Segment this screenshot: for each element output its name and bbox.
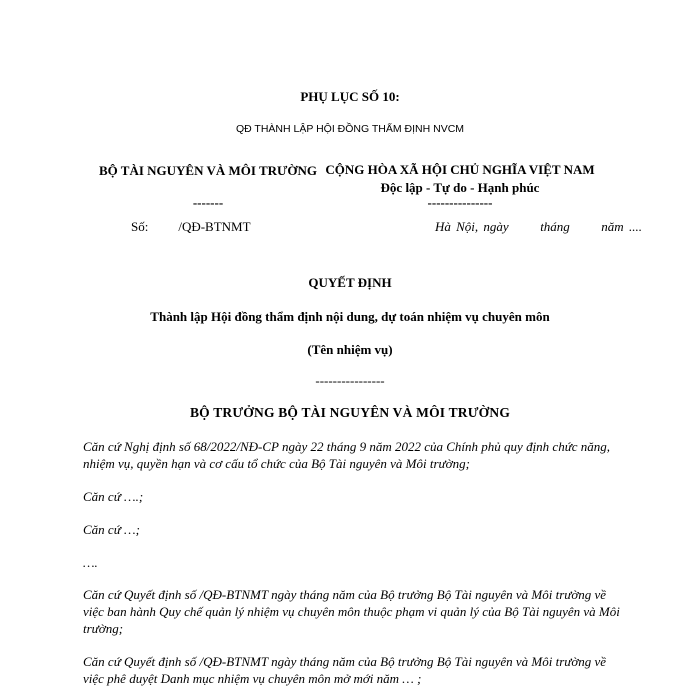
document-number-label: Số: [131,219,149,234]
ministry-divider: ------- [192,195,224,210]
republic-name: CỘNG HÒA XÃ HỘI CHỦ NGHĨA VIỆT NAM [325,162,595,177]
place-date: Hà Nội, ngày tháng năm .... [435,219,642,234]
authority-title: BỘ TRƯỞNG BỘ TÀI NGUYÊN VÀ MÔI TRƯỜNG [189,405,511,420]
legal-basis-paragraph: …. [83,555,98,570]
ministry-name: BỘ TÀI NGUYÊN VÀ MÔI TRƯỜNG [98,163,318,178]
legal-basis-paragraph: Căn cứ Quyết định số /QĐ-BTNMT ngày tháng năm của Bộ trưởng Bộ Tài nguyên và Môi trường về việc phê duyệt Danh mục nhiệm vụ chuyên môn mở mới năm … ; [83,654,607,686]
section-divider: ---------------- [315,373,385,388]
motto-divider: --------------- [427,195,493,210]
legal-basis-paragraph: Căn cứ …; [83,522,140,537]
document-number [131,219,251,235]
legal-basis-paragraph: Căn cứ Nghị định số 68/2022/NĐ-CP ngày 22 tháng 9 năm 2022 của Chính phủ quy định chức năng, nhiệm vụ, quyền hạn và cơ cấu tổ chức của Bộ Tài nguyên và Môi trường; [83,439,611,471]
document-number-code: /QĐ-BTNMT [178,219,251,234]
legal-basis-paragraph: Căn cứ ….; [83,489,144,504]
decision-subject: Thành lập Hội đồng thẩm định nội dung, dự toán nhiệm vụ chuyên môn [150,309,550,324]
appendix-title: PHỤ LỤC SỐ 10: [300,89,400,104]
legal-basis-paragraph: Căn cứ Quyết định số /QĐ-BTNMT ngày tháng năm của Bộ trưởng Bộ Tài nguyên và Môi trường về việc ban hành Quy chế quản lý nhiệm vụ chuyên môn thuộc phạm vi quản lý của Bộ Tài nguyên và Môi trường; [83,587,620,636]
decision-title: QUYẾT ĐỊNH [308,275,392,290]
appendix-subtitle: QĐ THÀNH LẬP HỘI ĐỒNG THẨM ĐỊNH NVCM [235,123,465,135]
national-motto: Độc lập - Tự do - Hạnh phúc [380,180,540,195]
task-name: (Tên nhiệm vụ) [307,342,393,357]
